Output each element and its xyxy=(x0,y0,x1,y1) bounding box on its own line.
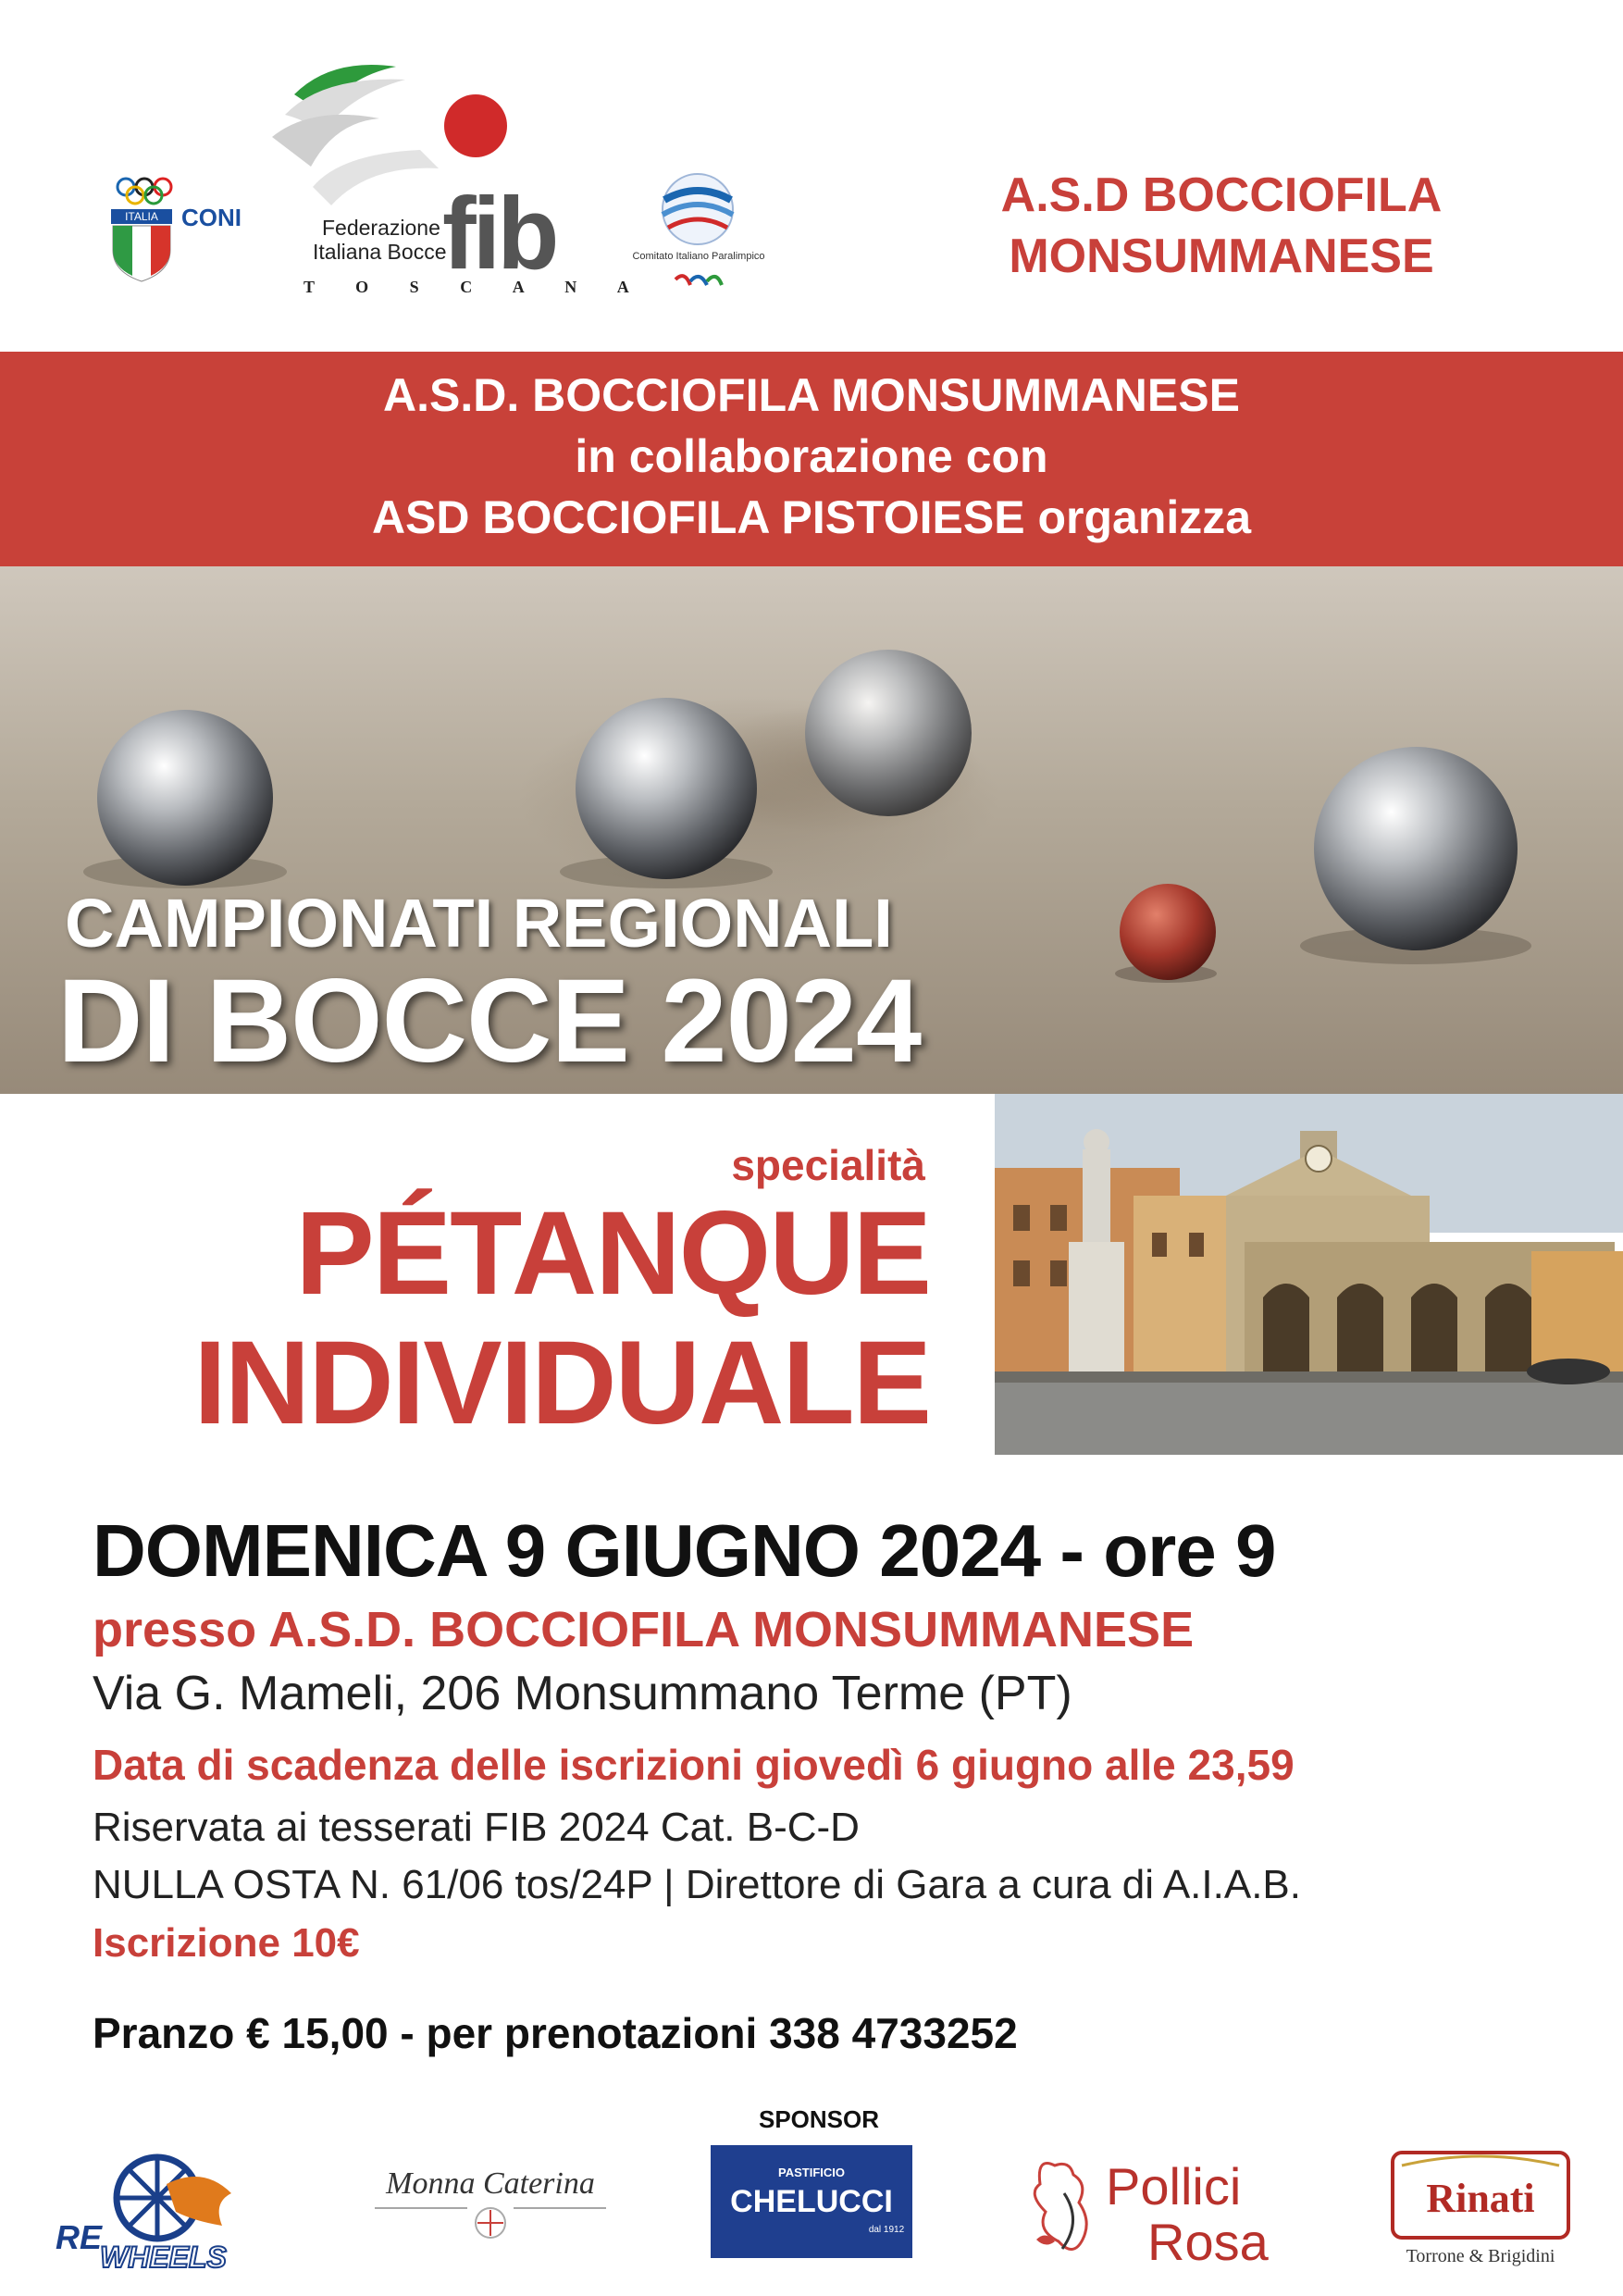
banner-line3: ASD BOCCIOFILA PISTOIESE organizza xyxy=(371,491,1252,543)
fib-abbr-text: fib xyxy=(442,177,556,291)
organizer-name xyxy=(925,165,1518,287)
rewheels-wheels-text: WHEELS xyxy=(100,2240,227,2274)
pollici-line1-text: Pollici xyxy=(1106,2157,1242,2215)
coni-italia-text: ITALIA xyxy=(125,210,158,223)
organizer-banner xyxy=(0,352,1623,566)
event-date: DOMENICA 9 GIUGNO 2024 - ore 9 xyxy=(93,1509,1276,1592)
chelucci-top-text: PASTIFICIO xyxy=(778,2166,845,2179)
banner-line2: in collaborazione con xyxy=(575,430,1048,482)
rewheels-logo xyxy=(56,2147,287,2277)
cip-paralympic-logo xyxy=(629,167,768,301)
lunch-booking-info: Pranzo € 15,00 - per prenotazioni 338 4733252 xyxy=(93,2009,1018,2057)
registration-deadline: Data di scadenza delle iscrizioni giovedì 6 giugno alle 23,59 xyxy=(93,1741,1295,1789)
hero-title-line1: CAMPIONATI REGIONALI xyxy=(65,885,893,962)
monna-caterina-logo xyxy=(356,2147,625,2277)
specialty-line1: PÉTANQUE xyxy=(295,1187,930,1320)
chelucci-since-text: dal 1912 xyxy=(868,2225,905,2235)
hero-title-line2: DI BOCCE 2024 xyxy=(57,955,922,1087)
event-address: Via G. Mameli, 206 Monsummano Terme (PT) xyxy=(93,1667,1072,1720)
coni-text: CONI xyxy=(181,204,242,231)
monna-caterina-text: Monna Caterina xyxy=(386,2166,595,2201)
specialty-label: specialità xyxy=(731,1141,925,1189)
pollici-rosa-logo xyxy=(1018,2138,1295,2277)
fib-toscana-text: T O S C A N A xyxy=(304,278,648,296)
eligibility-note: Riservata ai tesserati FIB 2024 Cat. B-C-D xyxy=(93,1805,860,1850)
fib-federazione-text: Federazione xyxy=(322,216,440,240)
fib-italiana-text: Italiana Bocce xyxy=(313,240,447,264)
pollici-line2-text: Rosa xyxy=(1147,2213,1269,2271)
banner-line1: A.S.D. BOCCIOFILA MONSUMMANESE xyxy=(383,369,1240,421)
rinati-name-text: Rinati xyxy=(1426,2176,1535,2221)
organizer-name-line2: MONSUMMANESE xyxy=(1009,230,1434,283)
rinati-logo xyxy=(1383,2147,1578,2272)
monsummano-square-photo xyxy=(995,1094,1623,1455)
organizer-name-line1: A.S.D BOCCIOFILA xyxy=(1000,168,1443,222)
sponsor-label: SPONSOR xyxy=(758,2105,880,2133)
registration-fee: Iscrizione 10€ xyxy=(93,1920,360,1966)
fib-toscana-logo xyxy=(257,57,648,300)
chelucci-name-text: CHELUCCI xyxy=(730,2184,893,2219)
cip-text: Comitato Italiano Paralimpico xyxy=(632,251,765,262)
rewheels-re-text: RE xyxy=(56,2218,103,2256)
event-venue: presso A.S.D. BOCCIOFILA MONSUMMANESE xyxy=(93,1602,1195,1657)
rinati-sub-text: Torrone & Brigidini xyxy=(1406,2246,1555,2266)
chelucci-logo xyxy=(711,2145,912,2258)
coni-logo xyxy=(109,176,266,287)
specialty-line2: INDIVIDUALE xyxy=(193,1317,930,1449)
nulla-osta-note: NULLA OSTA N. 61/06 tos/24P | Direttore di Gara a cura di A.I.A.B. xyxy=(93,1862,1301,1907)
